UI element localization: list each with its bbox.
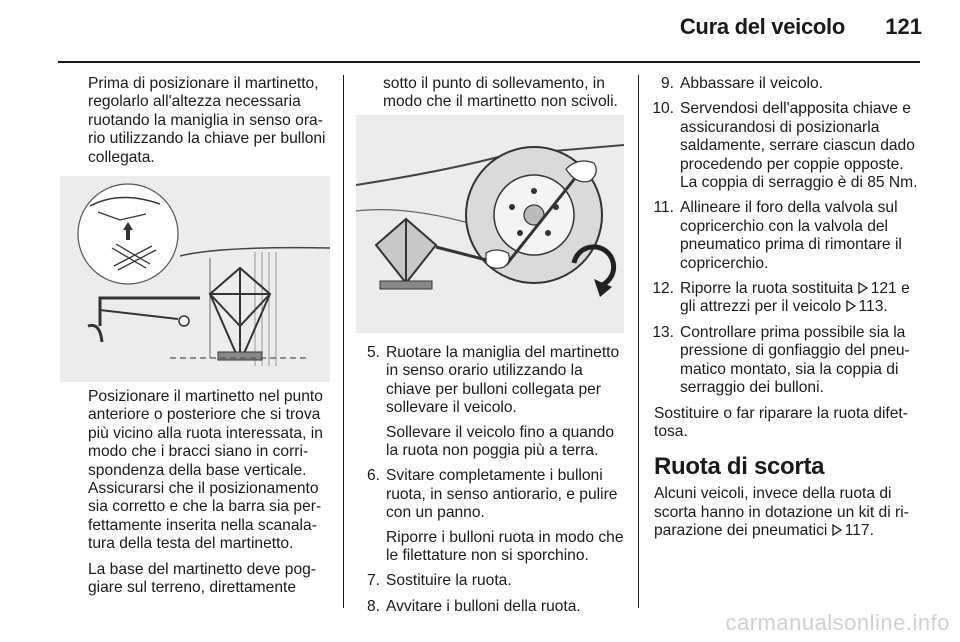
watermark: carmanualsonline.info <box>725 610 950 635</box>
page-reference-link[interactable]: 117. <box>844 522 874 540</box>
list-item: 8. Avvitare i bulloni della ruota. <box>366 597 581 615</box>
page-reference-arrow-icon <box>832 524 842 536</box>
jack-placement-drawing <box>60 176 330 382</box>
paragraph-jack-position: Posizionare il martinetto nel punto anteriore o posteriore che si trova più vicino alla ruota interessata, in modo che i bracci siano in corri-spondenza della base verticale. Assicurarsi che il posizionamento sia corretto e che la barra sia per-fettamente inserita nella scanala-tura della testa del martinetto. <box>88 388 323 553</box>
page-reference-arrow-icon <box>858 282 868 294</box>
column-divider-1 <box>343 75 344 608</box>
column-2-list <box>356 344 628 623</box>
list-item: 11. Allineare il foro della valvola sul copricerchio con la valvola del pneumatico prima di rimontare il copricerchio. <box>653 199 902 272</box>
page-reference-arrow-icon <box>846 300 856 312</box>
column-2 <box>383 75 629 119</box>
list-item: 7. Sostituire la ruota. <box>366 572 512 590</box>
list-item: 10. Servendosi dell'apposita chiave e assicurandosi di posizionarla saldamente, serrare ciascun dado procedendo per coppie opposte. La coppia di serraggio è di 85 Nm. <box>652 100 918 192</box>
jack-placement-illustration <box>60 176 330 382</box>
paragraph-lift-point: sotto il punto di sollevamento, in modo che il martinetto non scivoli. <box>383 75 618 111</box>
list-item: 5. Ruotare la maniglia del martinetto in senso orario utilizzando la chiave per bulloni collegata per sollevare il veicolo. Sollevare il veicolo fino a quando la ruota non poggia più a terra. <box>366 344 620 460</box>
steps-list-5-8 <box>356 344 628 616</box>
column-1-lower <box>88 388 336 604</box>
page-reference-link[interactable]: 121 <box>870 280 897 298</box>
list-item: 13. Controllare prima possibile sia la pressione di gonfiaggio del pneu-matico montato, sia la coppia di serraggio dei bulloni. <box>652 323 910 397</box>
lifting-vehicle-illustration <box>356 115 624 333</box>
list-item: 9. Abbassare il veicolo. <box>660 75 824 92</box>
column-1 <box>88 75 336 174</box>
page-number: 121 <box>885 14 922 39</box>
steps-list-9-13 <box>650 75 922 398</box>
paragraph-repair-tire: Sostituire o far riparare la ruota difet-tosa. <box>654 404 908 440</box>
section-heading-spare-wheel: Ruota di scorta <box>654 453 825 481</box>
lifting-vehicle-drawing <box>356 115 624 333</box>
column-3 <box>650 75 922 548</box>
list-item: 12. Riporre la ruota sostituita 121 e gli attrezzi per il veicolo 113. <box>652 280 910 316</box>
list-item: 6. Svitare completamente i bulloni ruota, in senso antiorario, e pulire con un panno. Riporre i bulloni ruota in modo che le filettature non si sporchino. <box>366 467 624 565</box>
page-reference-link[interactable]: 113. <box>858 298 888 316</box>
paragraph-jack-base: La base del martinetto deve pog-giare sul terreno, direttamente <box>88 560 316 597</box>
paragraph-spare-wheel: Alcuni veicoli, invece della ruota di scorta hanno in dotazione un kit di ri-parazione dei pneumatici 117. <box>654 485 909 540</box>
paragraph-jack-adjust: Prima di posizionare il martinetto, regolarlo all'altezza necessaria ruotando la maniglia in senso ora-rio utilizzando la chiave per bulloni collegata. <box>88 75 326 166</box>
column-divider-2 <box>638 75 639 608</box>
header-divider <box>58 61 920 63</box>
page-header-title: Cura del veicolo <box>679 14 845 39</box>
